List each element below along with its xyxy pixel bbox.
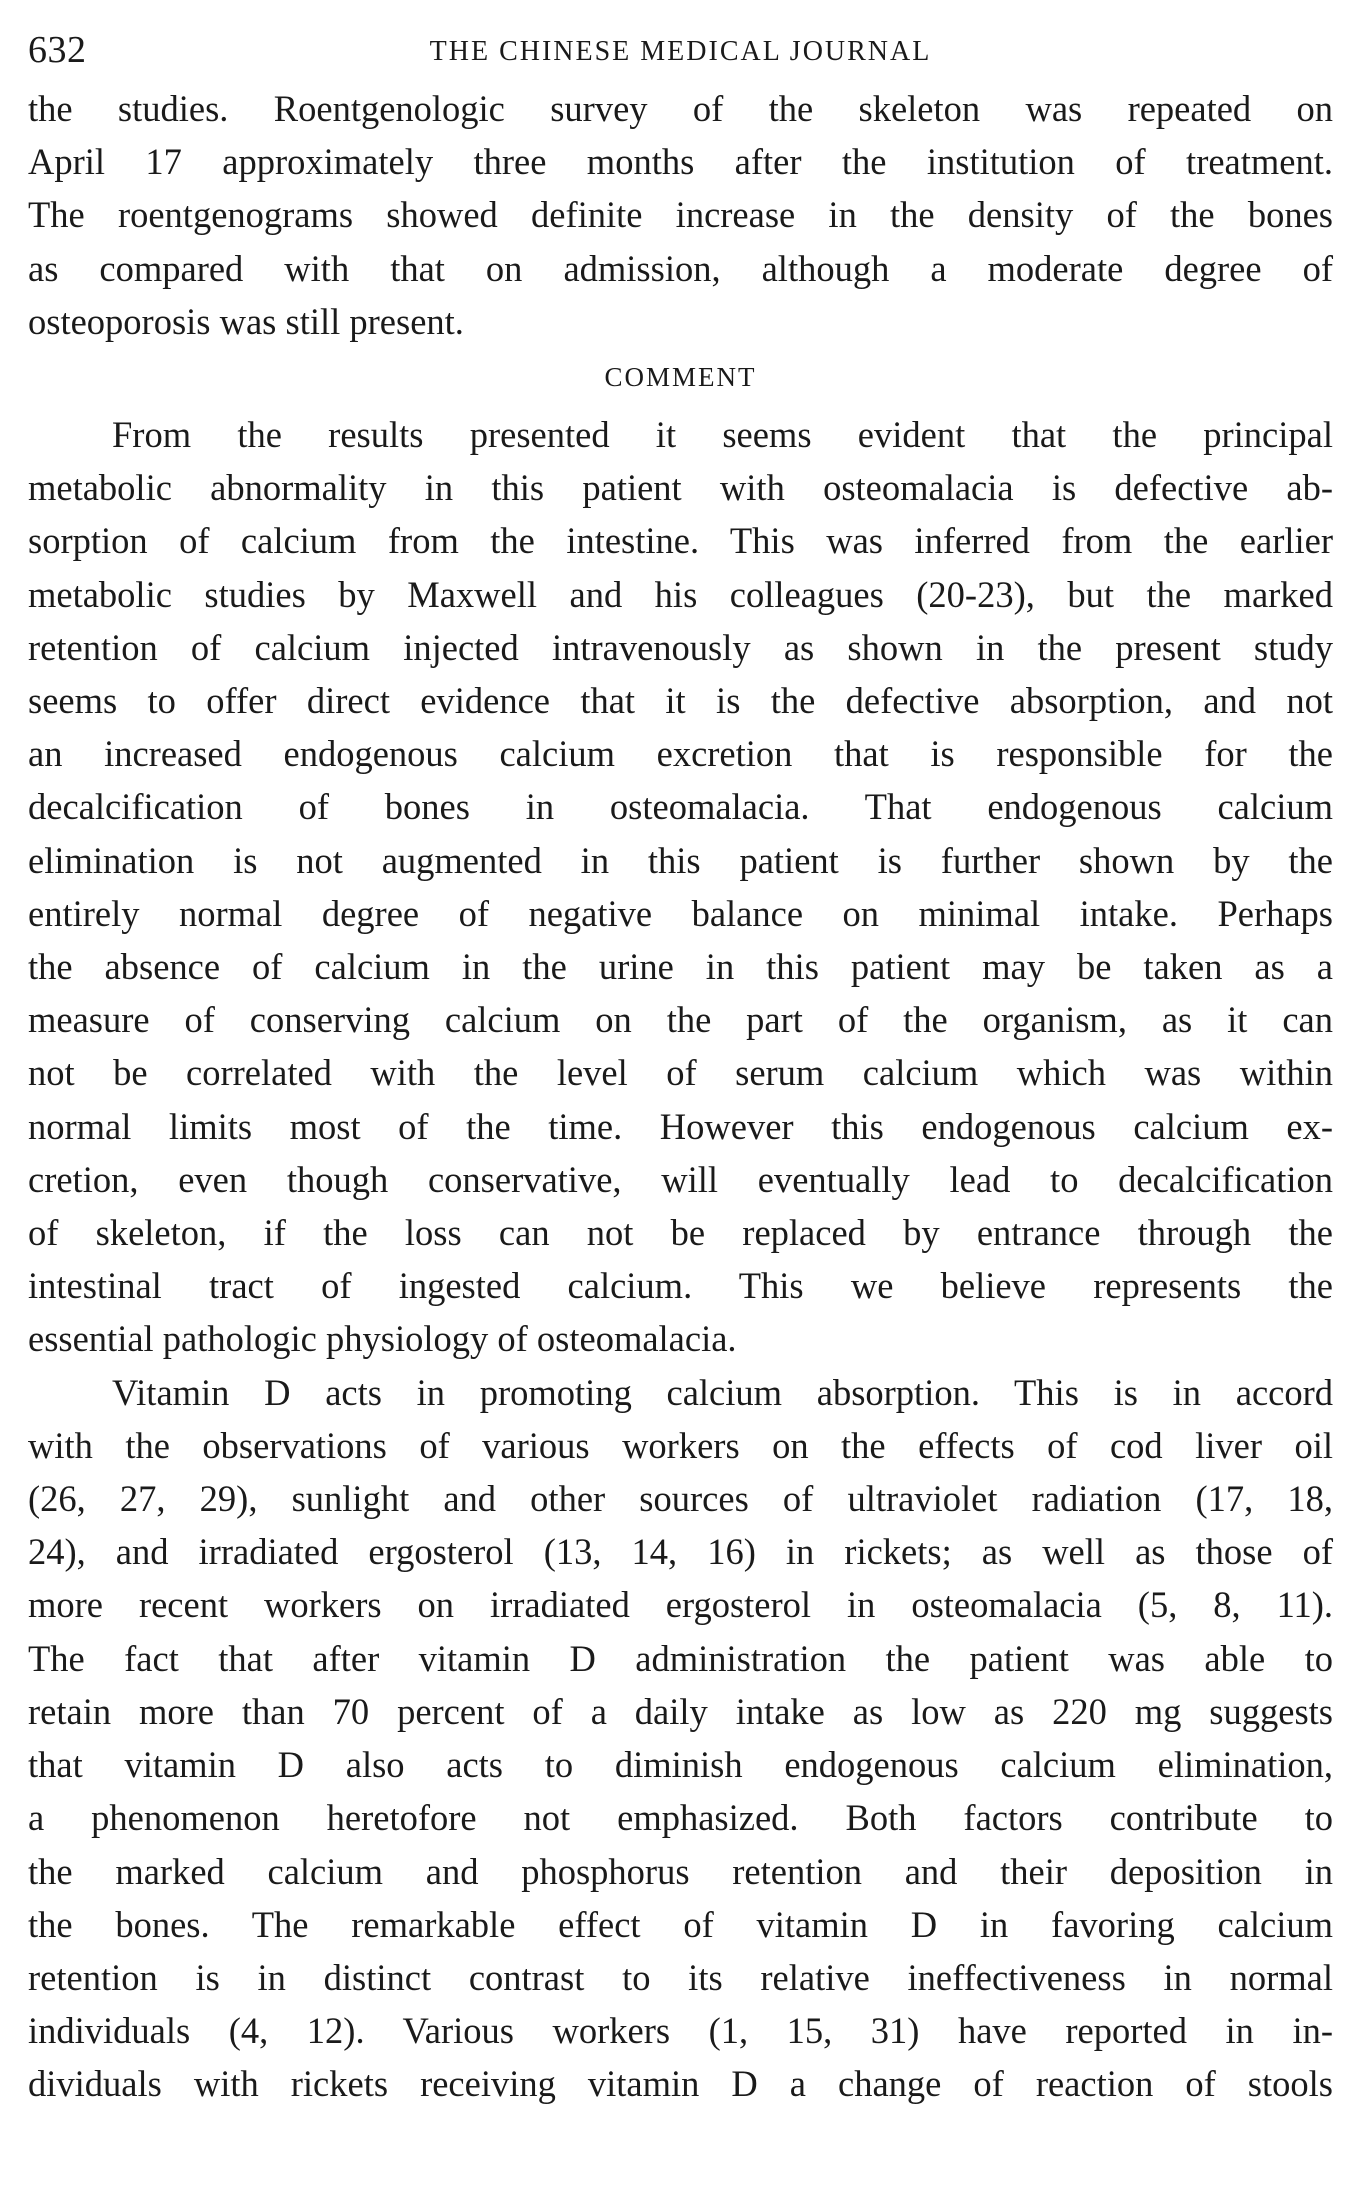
text-line: retention of calcium injected intravenously as shown in the present study [28,626,1333,668]
page-header [28,22,1333,82]
text-line: (26, 27, 29), sunlight and other sources of ultraviolet radiation (17, 18, [28,1478,1333,1520]
text-line: of skeleton, if the loss can not be replaced by entrance through the [28,1212,1333,1254]
text-line: the bones. The remarkable effect of vitamin D in favoring calcium [28,1903,1333,1945]
text-line: entirely normal degree of negative balance on minimal intake. Perhaps [28,892,1333,934]
paragraph-comment-2 [28,1366,1333,2111]
page-number: 632 [28,29,87,71]
text-line: The roentgenograms showed definite increase in the density of the bones [28,194,1333,236]
text-line: dividuals with rickets receiving vitamin D a change of reaction of stools [28,2063,1333,2105]
text-line: normal limits most of the time. However this endogenous calcium ex- [28,1105,1333,1147]
text-line: decalcification of bones in osteomalacia. That endogenous calcium [28,786,1333,828]
text-line: 24), and irradiated ergosterol (13, 14, 16) in rickets; as well as those of [28,1531,1333,1573]
text-line: with the observations of various workers on the effects of cod liver oil [28,1424,1333,1466]
journal-page [28,22,1333,2111]
text-line: as compared with that on admission, although a moderate degree of [28,247,1333,289]
text-line: elimination is not augmented in this patient is further shown by the [28,839,1333,881]
text-line: seems to offer direct evidence that it is the defective absorption, and not [28,680,1333,722]
text-line: The fact that after vitamin D administration the patient was able to [28,1637,1333,1679]
text-line: cretion, even though conservative, will eventually lead to decalcification [28,1158,1333,1200]
section-heading-comment: COMMENT [604,362,757,393]
text-line: not be correlated with the level of serum calcium which was within [28,1052,1333,1094]
text-line: the studies. Roentgenologic survey of the skeleton was repeated on [28,88,1333,129]
text-line: retention is in distinct contrast to its relative ineffectiveness in normal [28,1956,1333,1998]
text-line: the marked calcium and phosphorus retention and their deposition in [28,1850,1333,1892]
text-line: retain more than 70 percent of a daily intake as low as 220 mg suggests [28,1690,1333,1732]
text-line: sorption of calcium from the intestine. This was inferred from the earlier [28,520,1333,562]
running-title: THE CHINESE MEDICAL JOURNAL [429,36,932,67]
paragraph-continued [28,82,1333,348]
text-line: essential pathologic physiology of osteomalacia. [28,1318,737,1360]
text-line: the absence of calcium in the urine in this patient may be taken as a [28,946,1333,988]
text-line: an increased endogenous calcium excretion that is responsible for the [28,733,1333,775]
paragraph-comment-1 [28,408,1333,1366]
text-line: more recent workers on irradiated ergosterol in osteomalacia (5, 8, 11). [28,1584,1333,1626]
text-line: metabolic abnormality in this patient with osteomalacia is defective ab- [28,467,1333,509]
text-line: a phenomenon heretofore not emphasized. Both factors contribute to [28,1797,1333,1839]
text-line: measure of conserving calcium on the part of the organism, as it can [28,999,1333,1041]
text-line: From the results presented it seems evident that the principal [112,414,1333,456]
text-line: individuals (4, 12). Various workers (1, 15, 31) have reported in in- [28,2010,1333,2052]
text-line: that vitamin D also acts to diminish endogenous calcium elimination, [28,1744,1333,1786]
text-line: intestinal tract of ingested calcium. This we believe represents the [28,1265,1333,1307]
article-body [28,82,1333,2111]
text-line: April 17 approximately three months after the institution of treatment. [28,141,1333,183]
text-line: metabolic studies by Maxwell and his colleagues (20-23), but the marked [28,573,1333,615]
text-line: Vitamin D acts in promoting calcium absorption. This is in accord [112,1371,1333,1413]
text-line: osteoporosis was still present. [28,300,464,342]
